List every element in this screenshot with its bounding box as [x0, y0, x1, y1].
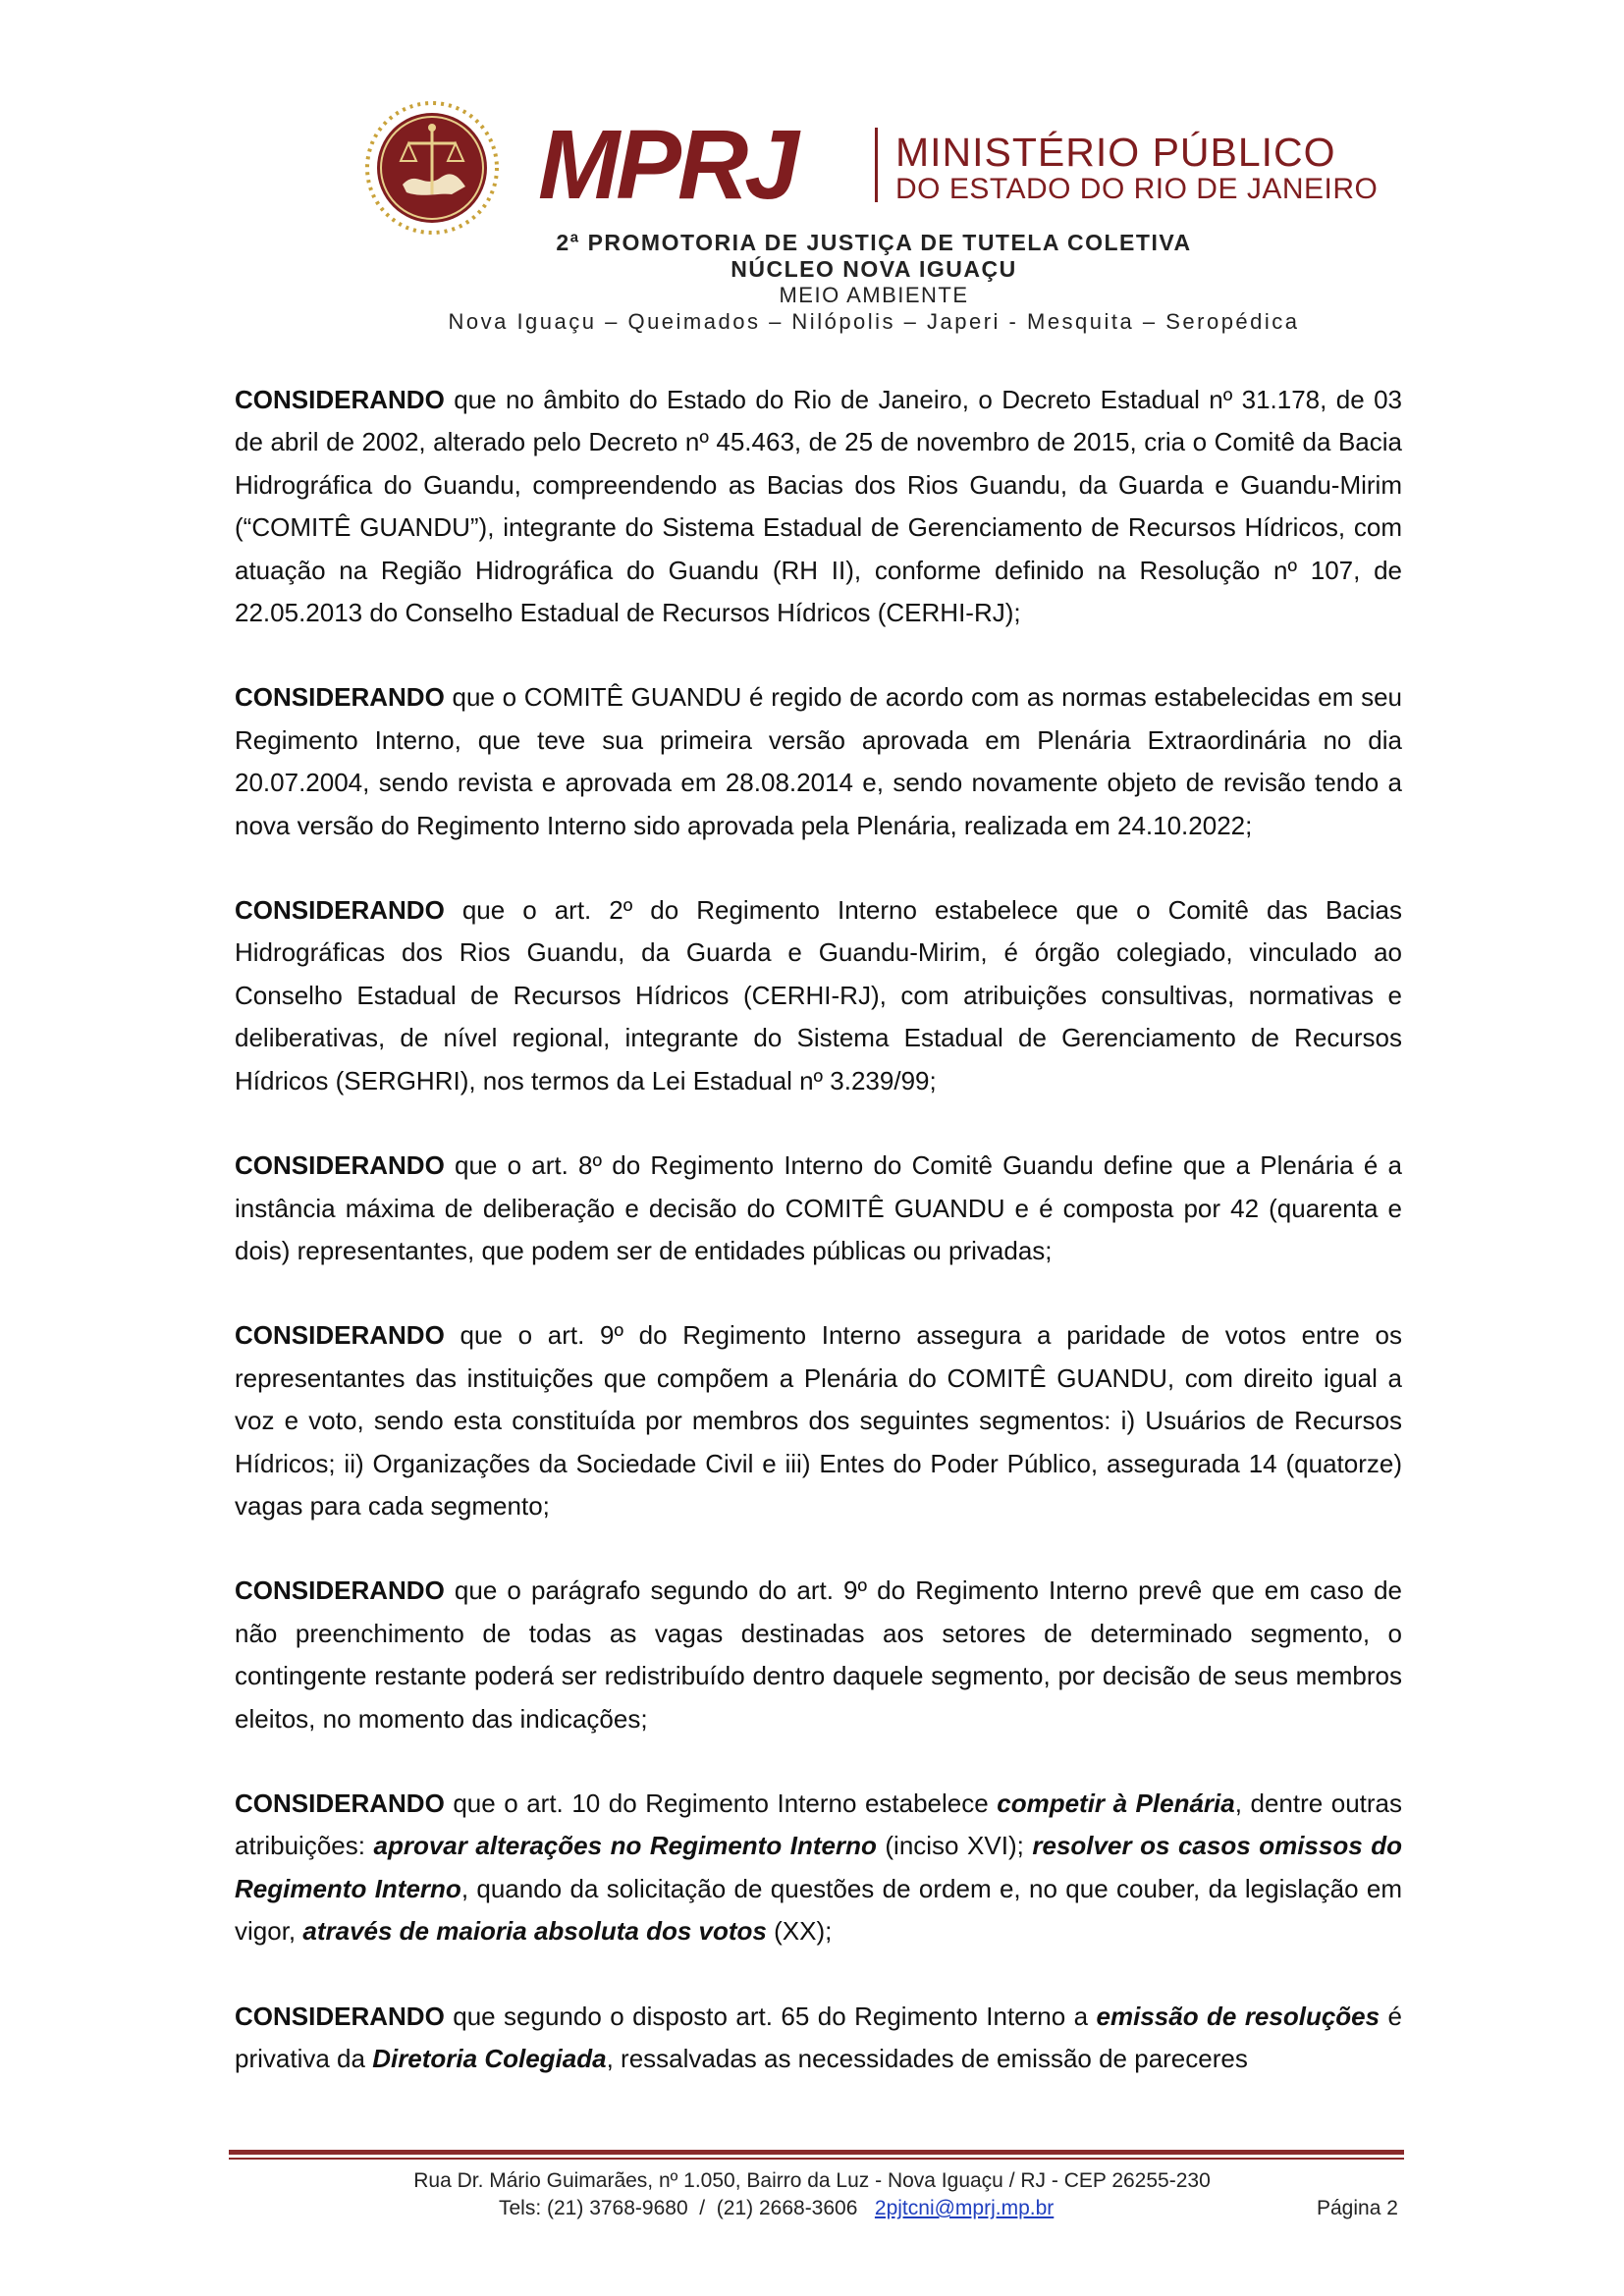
footer-email-link[interactable]: 2pjtcni@mprj.mp.br: [874, 2197, 1055, 2219]
org-name-line2: DO ESTADO DO RIO DE JANEIRO: [895, 173, 1379, 205]
footer-contacts: [499, 2197, 1054, 2220]
emphasis-text: através de maioria absoluta dos votos: [302, 1916, 767, 1947]
considerando-lead: CONSIDERANDO: [235, 895, 445, 926]
paragraph-text: , ressalvadas as necessidades de emissão de pareceres: [606, 2044, 1248, 2073]
mprj-logo-text: MPRJ: [538, 110, 795, 220]
document-body: [235, 379, 1402, 2122]
paragraph-text: que o art. 8º do Regimento Interno do Comitê Guandu define que a Plenária é a instância máxima de deliberação e decisão do COMITÊ GUANDU e é composta por 42 (quarenta e dois) representantes, que podem ser de entidades públicas ou privadas;: [235, 1150, 1402, 1265]
footer-address: Rua Dr. Mário Guimarães, nº 1.050, Bairro da Luz - Nova Iguaçu / RJ - CEP 26255-230: [413, 2169, 1211, 2192]
paragraph-text: que no âmbito do Estado do Rio de Janeiro, o Decreto Estadual nº 31.178, de 03 de abril de 2002, alterado pelo Decreto nº 45.463, de 25 de novembro de 2015, cria o Comitê da Bacia Hidrográfica do Guandu, compreendendo as Bacias dos Rios Guandu, da Guarda e Guandu-Mirim (“COMITÊ GUANDU”), integrante do Sistema Estadual de Gerenciamento de Recursos Hídricos, com atuação na Região Hidrográfica do Guandu (RH II), conforme definido na Resolução nº 107, de 22.05.2013 do Conselho Estadual de Recursos Hídricos (CERHI-RJ);: [235, 385, 1402, 628]
emphasis-text: Diretoria Colegiada: [372, 2044, 607, 2073]
considerando-lead: CONSIDERANDO: [235, 385, 445, 414]
mprj-seal-icon: [363, 100, 501, 236]
paragraph: [235, 1570, 1402, 1740]
paragraph-text: , quando da solicitação de questões de ordem e, no que couber, da legislação em vigor,: [235, 1873, 1403, 1947]
paragraph: [235, 889, 1402, 1102]
paragraph-text: que segundo o disposto art. 65 do Regimento Interno a: [444, 2001, 1097, 2031]
paragraph-text: é privativa da: [235, 2001, 1403, 2073]
footer-phones: Tels: (21) 3768-9680 / (21) 2668-3606: [499, 2197, 875, 2219]
paragraph-text: , dentre outras atribuições:: [235, 1788, 1402, 1861]
footer-rule-thin: [229, 2158, 1404, 2160]
considerando-lead: CONSIDERANDO: [235, 1320, 445, 1351]
considerando-lead: CONSIDERANDO: [235, 1150, 445, 1181]
emphasis-text: competir à Plenária: [997, 1788, 1235, 1818]
emphasis-text: emissão de resoluções: [1096, 2001, 1380, 2031]
paragraph: [235, 1145, 1402, 1272]
paragraph: [235, 1996, 1402, 2081]
emphasis-text: resolver os casos omissos do Regimento Interno: [235, 1831, 1402, 1903]
paragraph: [235, 1314, 1402, 1527]
paragraph: [235, 676, 1402, 847]
page-number: Página 2: [1317, 2197, 1398, 2219]
considerando-lead: CONSIDERANDO: [235, 1575, 445, 1606]
letterhead: [0, 0, 1624, 334]
considerando-lead: CONSIDERANDO: [235, 1788, 445, 1818]
considerando-lead: CONSIDERANDO: [235, 2001, 445, 2031]
paragraph-text: (inciso XVI);: [876, 1831, 1033, 1861]
paragraph: [235, 379, 1402, 634]
emphasis-text: aprovar alterações no Regimento Interno: [373, 1831, 877, 1861]
paragraph-text: que o art. 9º do Regimento Interno assegura a paridade de votos entre os representantes das instituições que compõem a Plenária do COMITÊ GUANDU, com direito igual a voz e voto, sendo esta constituída por membros dos seguintes segmentos: i) Usuários de Recursos Hídricos; ii) Organizações da Sociedade Civil e iii) Entes do Poder Público, assegurada 14 (quatorze) vagas para cada segmento;: [235, 1320, 1402, 1521]
paragraph-text: que o art. 2º do Regimento Interno estabelece que o Comitê das Bacias Hidrográficas dos Rios Guandu, da Guarda e Guandu-Mirim, é órgão colegiado, vinculado ao Conselho Estadual de Recursos Hídricos (CERHI-RJ), com atribuições consultivas, normativas e deliberativas, de nível regional, integrante do Sistema Estadual de Gerenciamento de Recursos Hídricos (SERGHRI), nos termos da Lei Estadual nº 3.239/99;: [235, 895, 1402, 1095]
area-title: MEIO AMBIENTE: [779, 283, 969, 307]
paragraph-text: que o art. 10 do Regimento Interno estabelece: [444, 1788, 998, 1818]
org-name-line1: MINISTÉRIO PÚBLICO: [895, 130, 1336, 175]
footer-rule-thick: [229, 2150, 1404, 2155]
paragraph-text: (XX);: [766, 1916, 833, 1947]
paragraph: [235, 1783, 1402, 1953]
logo-divider: [875, 128, 878, 202]
municipios-line: Nova Iguaçu – Queimados – Nilópolis – Japeri - Mesquita – Seropédica: [448, 309, 1300, 334]
paragraph-text: que o parágrafo segundo do art. 9º do Regimento Interno prevê que em caso de não preenchimento de todas as vagas destinadas aos setores de determinado segmento, o contingente restante poderá ser redistribuído dentro daquele segmento, por decisão de seus membros eleitos, no momento das indicações;: [235, 1575, 1402, 1734]
promotoria-title: 2ª PROMOTORIA DE JUSTIÇA DE TUTELA COLETIVA: [556, 230, 1192, 255]
considerando-lead: CONSIDERANDO: [235, 682, 445, 713]
nucleo-title: NÚCLEO NOVA IGUAÇU: [731, 256, 1017, 282]
paragraph-text: que o COMITÊ GUANDU é regido de acordo com as normas estabelecidas em seu Regimento Interno, que teve sua primeira versão aprovada em Plenária Extraordinária no dia 20.07.2004, sendo revista e aprovada em 28.08.2014 e, sendo novamente objeto de revisão tendo a nova versão do Regimento Interno sido aprovada pela Plenária, realizada em 24.10.2022;: [235, 682, 1402, 840]
